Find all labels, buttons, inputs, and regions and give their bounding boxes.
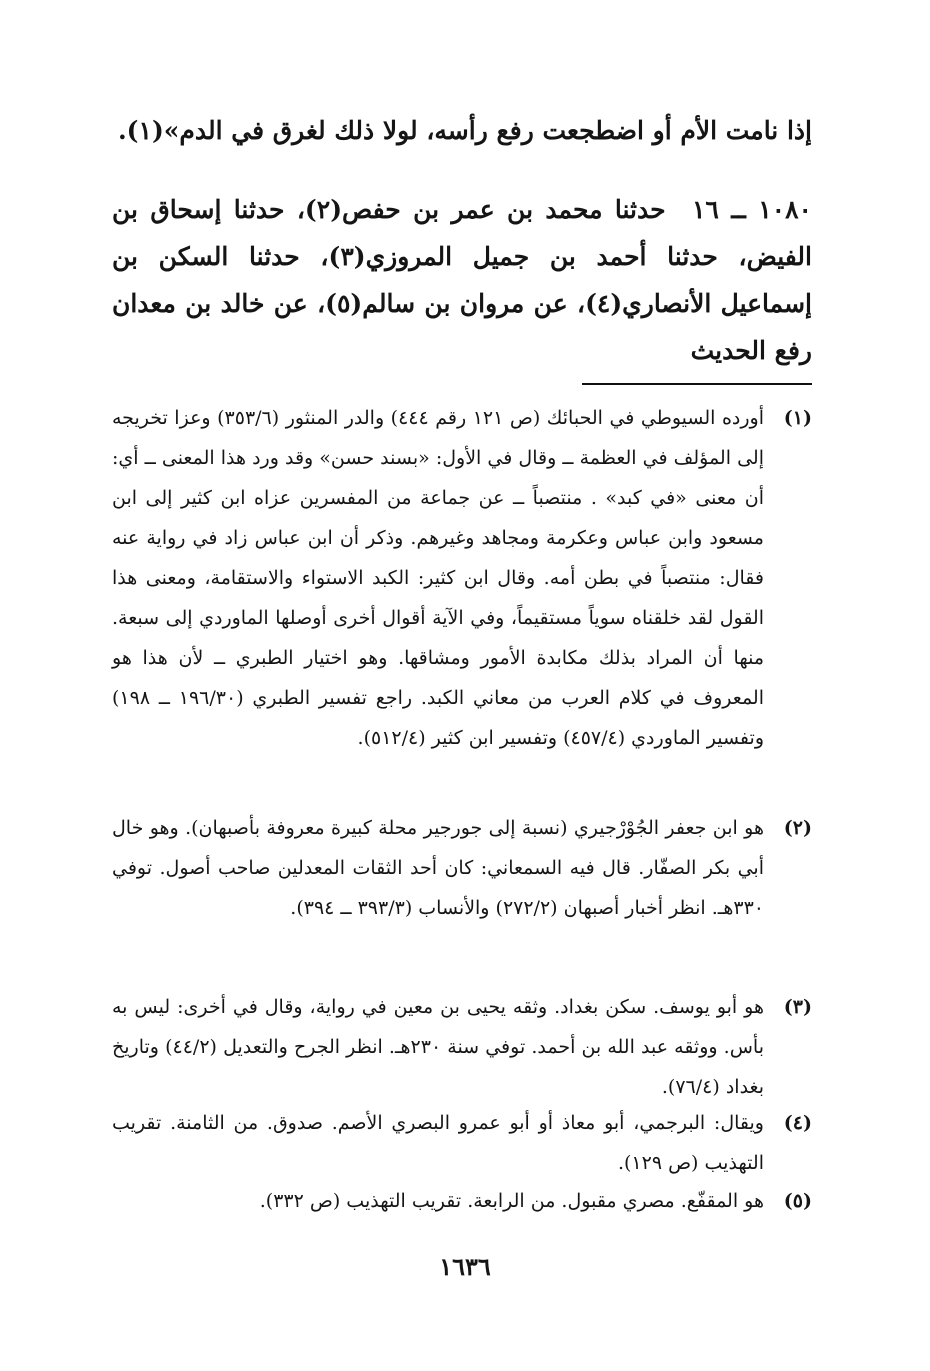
intro-line [112,110,812,152]
footnote-5-number: (٥) [783,1190,812,1212]
footnote-3-text: هو أبو يوسف. سكن بغداد. وثقه يحيى بن معين في رواية، وقال في أخرى: ليس به بأس. ووثقه عبد الله بن أحمد. توفي سنة ٢٣٠هـ. انظر الجرح والتعديل (٤٤/٢) وتاريخ بغداد (٧٦/٤). [112,996,764,1098]
footnote-2-text: هو ابن جعفر الجُوْرْجيري (نسبة إلى جورجير محلة كبيرة معروفة بأصبهان). وهو خال أبي بكر الصفّار. قال فيه السمعاني: كان أحد الثقات المعدلين صاحب أصول. توفي ٣٣٠هـ. انظر أخبار أصبهان (٢٧٢/٢) والأنساب (٣٩٣/٣ ــ ٣٩٤). [112,817,764,919]
footnote-4-number: (٤) [783,1112,812,1134]
hadith-number: ١٠٨٠ ــ ١٦ [691,195,812,224]
page-number: ١٦٣٦ [439,1252,491,1281]
footnote-3 [112,987,812,1107]
footnote-1-number: (١) [783,407,812,429]
footnote-5 [112,1181,812,1221]
hadith-text: حدثنا محمد بن عمر بن حفص(٢)، حدثنا إسحاق بن الفيض، حدثنا أحمد بن جميل المروزي(٣)، حدثنا السكن بن إسماعيل الأنصاري(٤)، عن مروان بن سالم(٥)، عن خالد بن معدان رفع الحديث [112,195,812,365]
hadith-paragraph [112,186,812,374]
footnote-separator [582,383,812,385]
footnote-4 [112,1103,812,1183]
footnote-2-number: (٢) [783,817,812,839]
footnote-3-number: (٣) [783,996,812,1018]
footnote-1 [112,398,812,758]
footnote-2 [112,808,812,928]
footnote-1-text: أورده السيوطي في الحبائك (ص ١٢١ رقم ٤٤٤) والدر المنثور (٣٥٣/٦) وعزا تخريجه إلى المؤلف في العظمة ــ وقال في الأول: «بسند حسن» وقد ورد هذا المعنى ــ أي: أن معنى «في كبد» . منتصباً ــ عن جماعة من المفسرين عزاه ابن كثير إلى ابن مسعود وابن عباس وعكرمة ومجاهد وغيرهم. وذكر أن ابن عباس زاد في رواية عنه فقال: منتصباً في بطن أمه. وقال ابن كثير: الكبد الاستواء والاستقامة، ومعنى هذا القول لقد خلقناه سوياً مستقيماً، وفي الآية أقوال أخرى أوصلها الماوردي إلى سبعة. منها أن المراد بذلك مكابدة الأمور ومشاقها. وهو اختيار الطبري ــ لأن هذا هو المعروف في كلام العرب من معاني الكبد. راجع تفسير الطبري (١٩٦/٣٠ ــ ١٩٨) وتفسير الماوردي (٤٥٧/٤) وتفسير ابن كثير (٥١٢/٤). [112,407,764,749]
footnote-4-text: ويقال: البرجمي، أبو معاذ أو أبو عمرو البصري الأصم. صدوق. من الثامنة. تقريب التهذيب (ص ١٢٩). [112,1112,764,1174]
intro-line-text: إذا نامت الأم أو اضطجعت رفع رأسه، لولا ذلك لغرق في الدم»(١). [117,116,812,145]
footnote-5-text: هو المقفّع. مصري مقبول. من الرابعة. تقريب التهذيب (ص ٣٣٢). [259,1190,764,1212]
